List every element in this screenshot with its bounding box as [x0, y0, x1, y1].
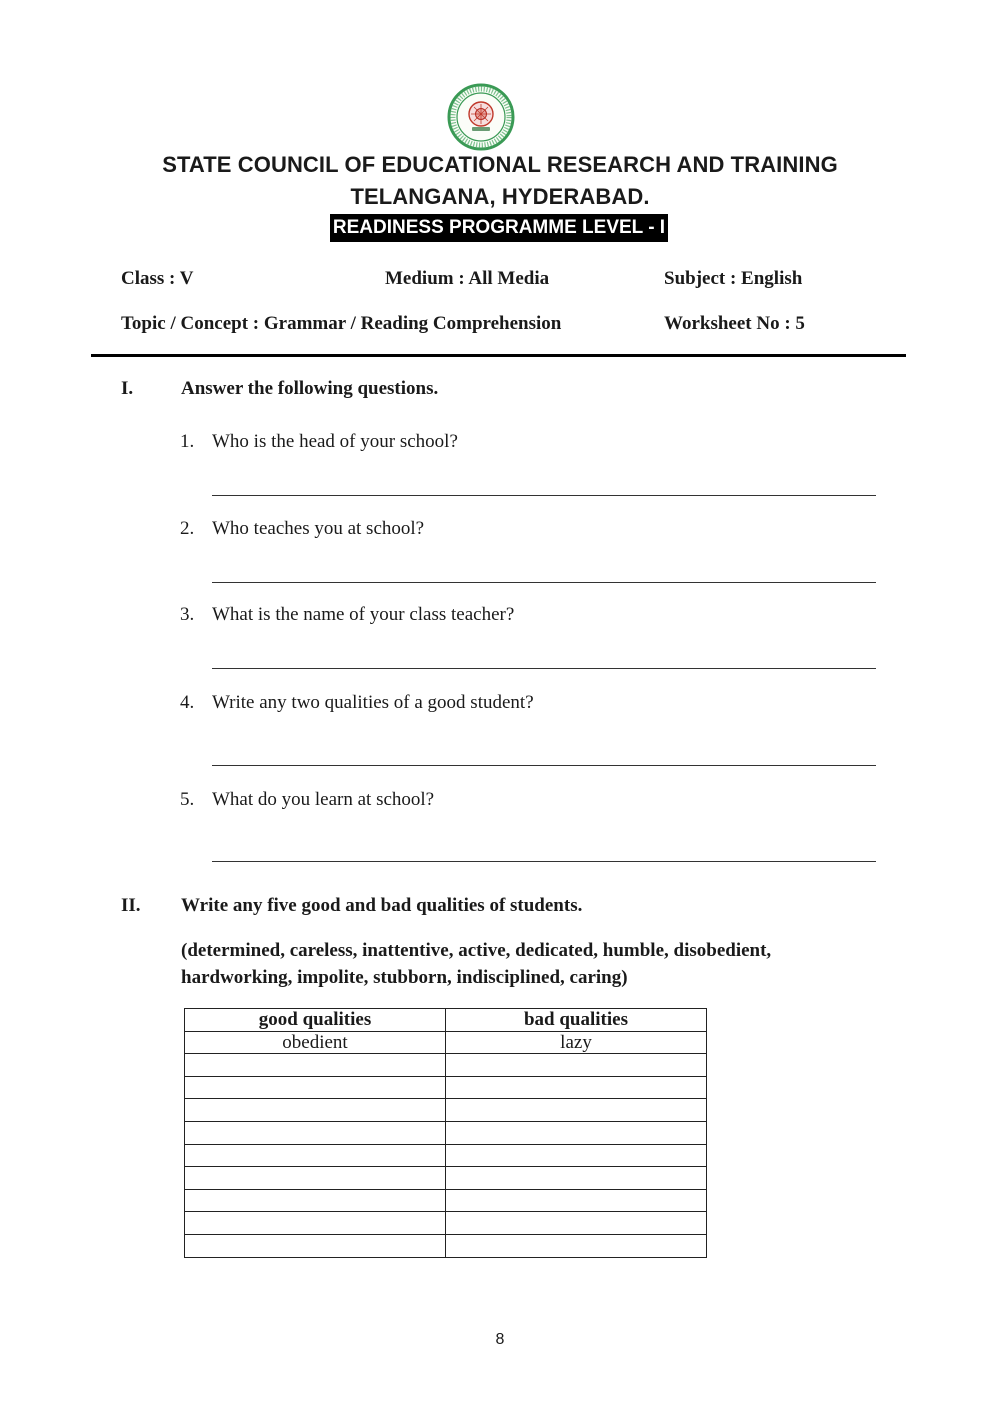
good-quality-cell[interactable]	[185, 1189, 446, 1212]
bad-quality-cell[interactable]	[446, 1144, 707, 1167]
table-row	[185, 1076, 707, 1099]
subject-label: Subject : English	[664, 268, 803, 289]
good-quality-cell[interactable]	[185, 1167, 446, 1190]
worksheet-label: Worksheet No : 5	[664, 313, 805, 334]
org-title-line1: STATE COUNCIL OF EDUCATIONAL RESEARCH AND TRAINING	[162, 152, 838, 177]
table-row	[185, 1189, 707, 1212]
good-quality-cell[interactable]	[185, 1076, 446, 1099]
question-4-number: 4.	[180, 692, 195, 713]
answer-line-1[interactable]	[212, 495, 876, 496]
table-row	[185, 1167, 707, 1190]
question-3-text: What is the name of your class teacher?	[212, 604, 515, 625]
good-quality-cell: obedient	[185, 1031, 446, 1054]
bad-quality-cell: lazy	[446, 1031, 707, 1054]
table-row	[185, 1054, 707, 1077]
section-2-title: Write any five good and bad qualities of students.	[181, 895, 583, 916]
section-1-number: I.	[121, 378, 134, 399]
question-3-number: 3.	[180, 604, 195, 625]
good-quality-cell[interactable]	[185, 1054, 446, 1077]
header-divider	[91, 354, 906, 357]
good-quality-cell[interactable]	[185, 1212, 446, 1235]
qualities-table	[184, 1008, 707, 1258]
bad-quality-cell[interactable]	[446, 1189, 707, 1212]
bad-quality-cell[interactable]	[446, 1121, 707, 1144]
scert-emblem-logo	[447, 83, 515, 151]
word-bank-hint: (determined, careless, inattentive, active, dedicated, humble, disobedient, hardworking, impolite, stubborn, indisciplined, caring)	[181, 940, 772, 988]
section-2-number: II.	[121, 895, 141, 916]
table-row	[185, 1031, 707, 1054]
table-row	[185, 1121, 707, 1144]
bad-quality-cell[interactable]	[446, 1054, 707, 1077]
bad-qualities-header: bad qualities	[446, 1009, 707, 1032]
topic-label: Topic / Concept : Grammar / Reading Comprehension	[121, 313, 562, 334]
table-row	[185, 1144, 707, 1167]
table-row	[185, 1234, 707, 1257]
answer-line-3[interactable]	[212, 668, 876, 669]
question-5-text: What do you learn at school?	[212, 789, 435, 810]
question-1-number: 1.	[180, 431, 195, 452]
table-header-row	[185, 1009, 707, 1032]
medium-label: Medium : All Media	[385, 268, 550, 289]
class-label: Class : V	[121, 268, 194, 289]
section-1-title: Answer the following questions.	[181, 378, 439, 399]
good-quality-cell[interactable]	[185, 1144, 446, 1167]
answer-line-5[interactable]	[212, 861, 876, 862]
good-quality-cell[interactable]	[185, 1234, 446, 1257]
table-row	[185, 1212, 707, 1235]
bad-quality-cell[interactable]	[446, 1167, 707, 1190]
good-quality-cell[interactable]	[185, 1121, 446, 1144]
table-row	[185, 1099, 707, 1122]
question-2-text: Who teaches you at school?	[212, 518, 425, 539]
question-5-number: 5.	[180, 789, 195, 810]
question-4-text: Write any two qualities of a good student?	[212, 692, 534, 713]
page-number: 8	[495, 1331, 505, 1348]
answer-line-2[interactable]	[212, 582, 876, 583]
good-quality-cell[interactable]	[185, 1099, 446, 1122]
readiness-level-badge: READINESS PROGRAMME LEVEL - I	[330, 214, 668, 242]
bad-quality-cell[interactable]	[446, 1076, 707, 1099]
org-title-line2: TELANGANA, HYDERABAD.	[350, 184, 650, 209]
bad-quality-cell[interactable]	[446, 1234, 707, 1257]
bad-quality-cell[interactable]	[446, 1212, 707, 1235]
answer-line-4[interactable]	[212, 765, 876, 766]
bad-quality-cell[interactable]	[446, 1099, 707, 1122]
question-2-number: 2.	[180, 518, 195, 539]
question-1-text: Who is the head of your school?	[212, 431, 458, 452]
good-qualities-header: good qualities	[185, 1009, 446, 1032]
